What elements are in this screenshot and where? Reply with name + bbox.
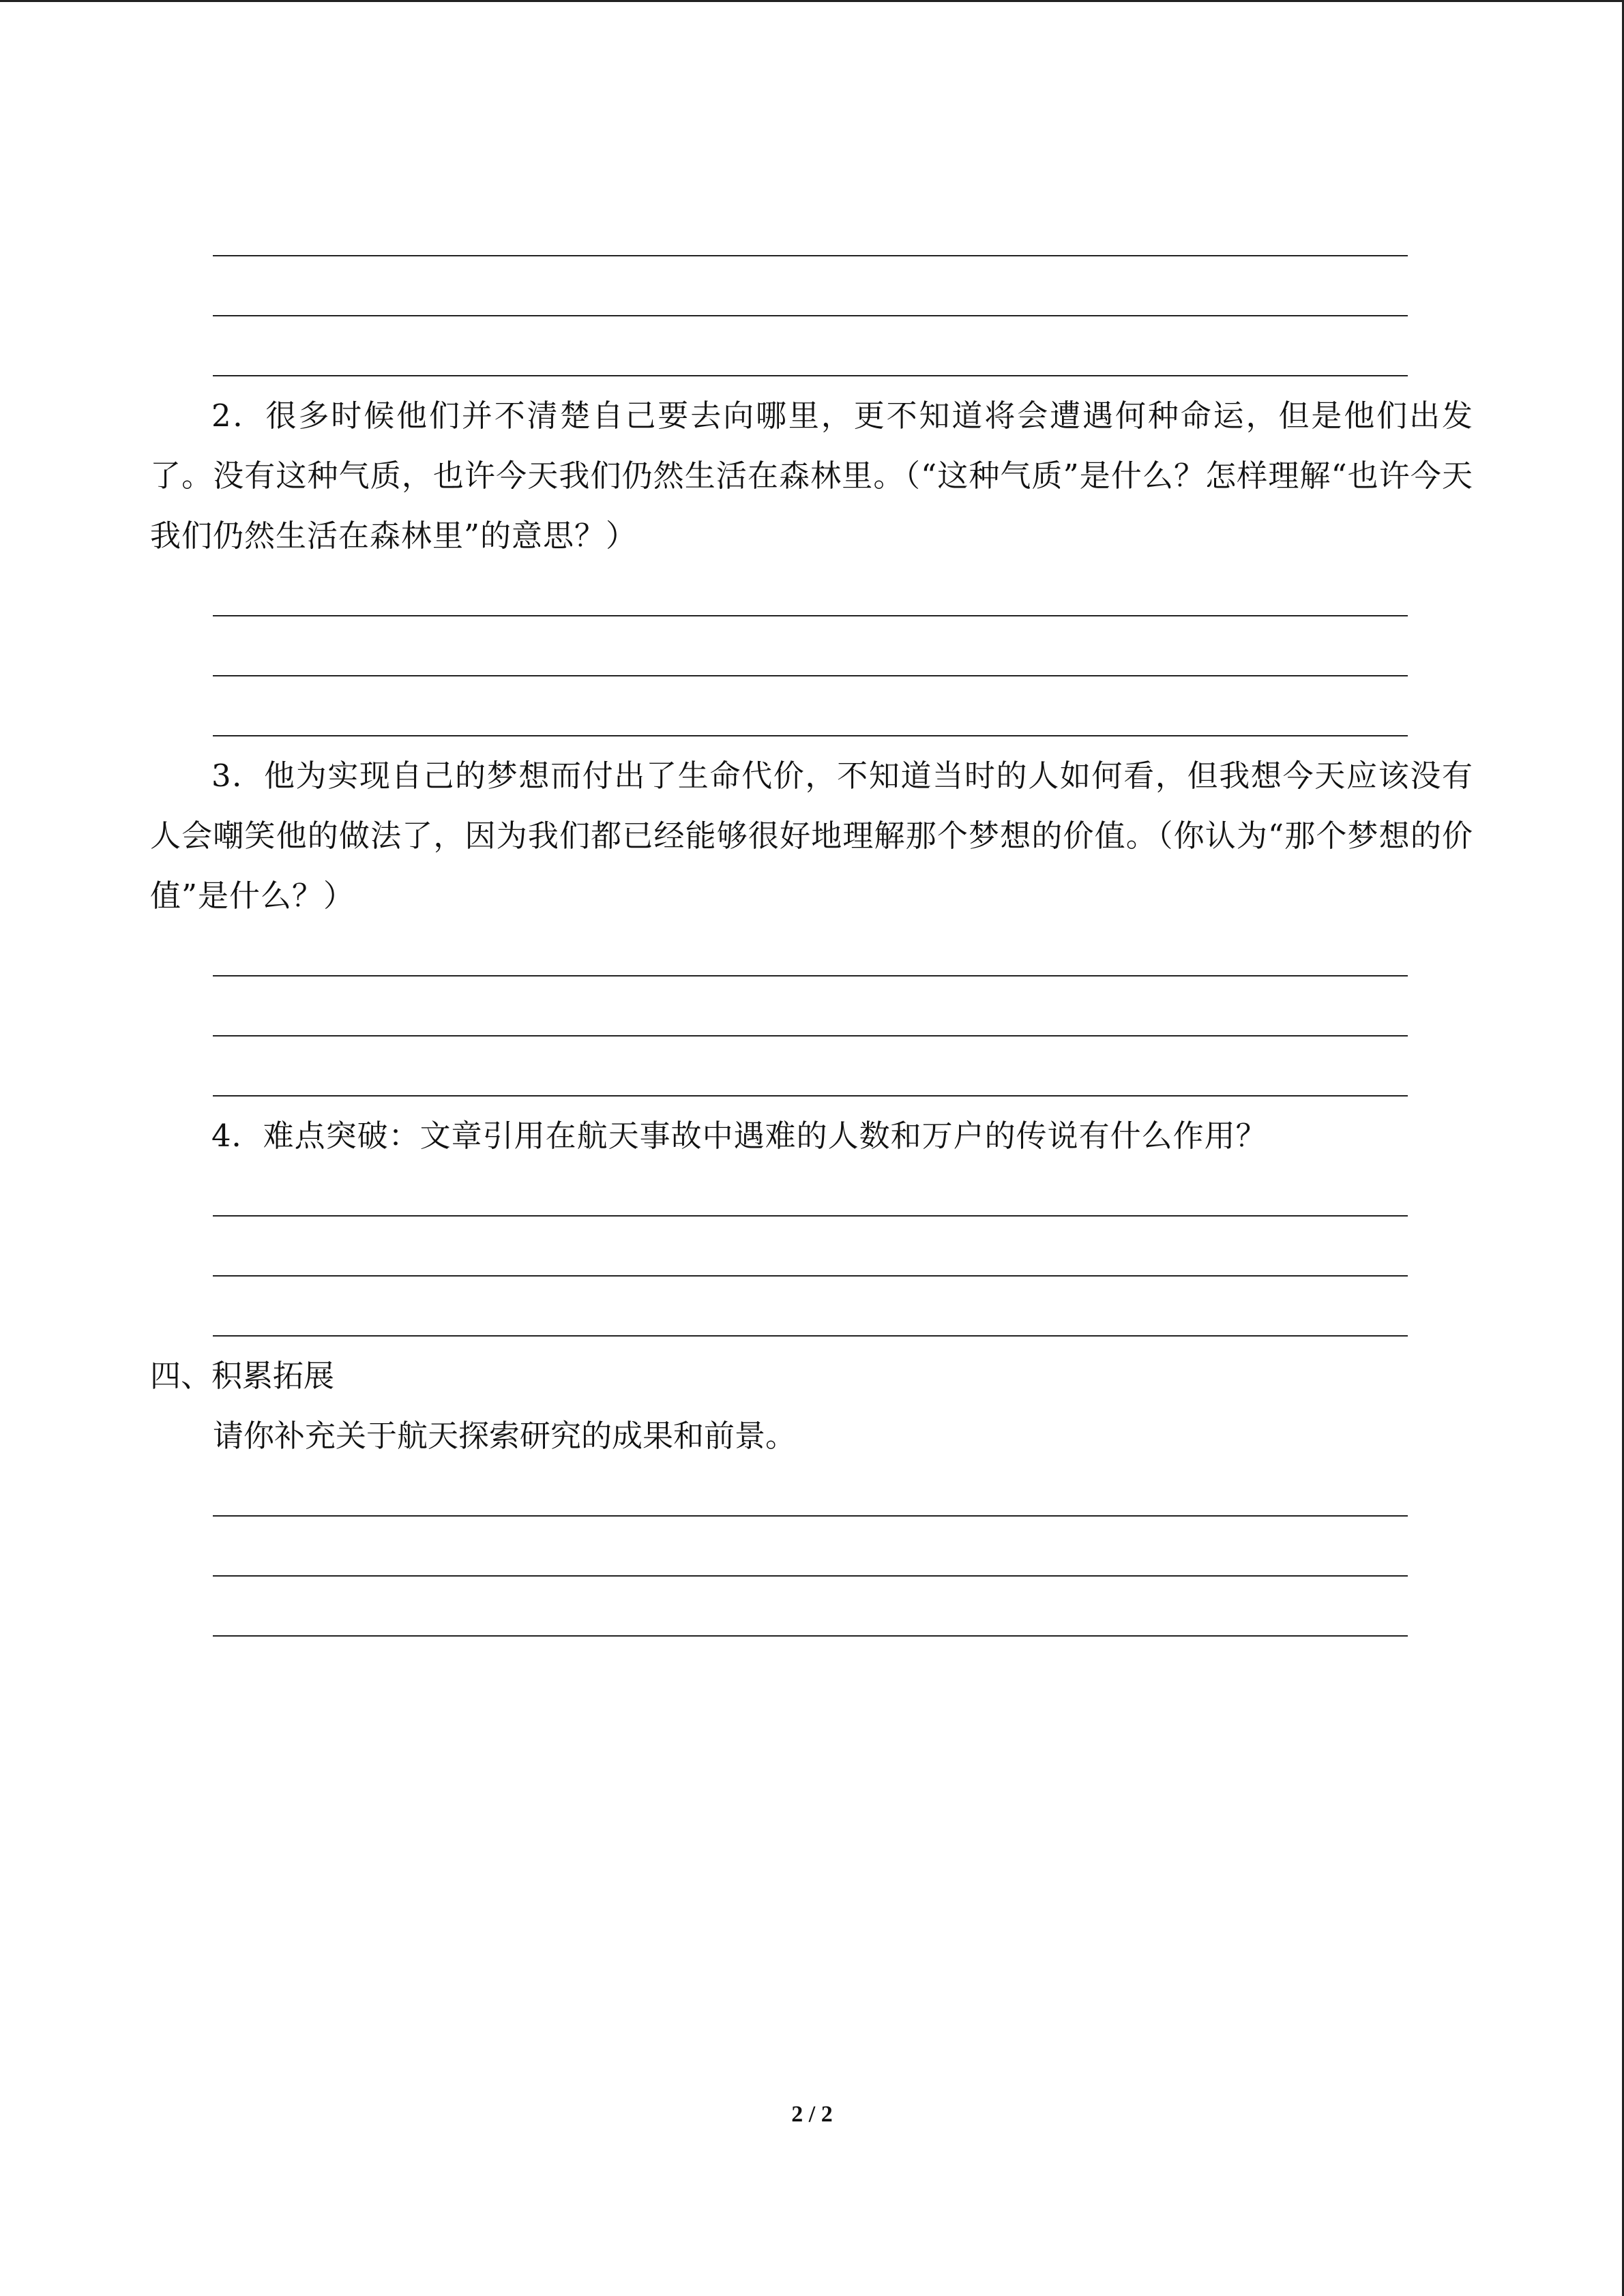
question-2: 2．很多时候他们并不清楚自己要去向哪里，更不知道将会遭遇何种命运，但是他们出发了。没有这种气质，也许今天我们仍然生活在森林里。（“这种气质”是什么？怎样理解“也许今天我们仍然生活在森林里”的意思？） (150, 398, 1473, 554)
section-heading: 四、积累拓展 (150, 1358, 335, 1394)
answer-line[interactable] (213, 1215, 1408, 1217)
answer-line[interactable] (213, 1275, 1408, 1277)
answer-line[interactable] (213, 615, 1408, 616)
question-3: 3．他为实现自己的梦想而付出了生命代价，不知道当时的人如何看，但我想今天应该没有人会嘲笑他的做法了，因为我们都已经能够很好地理解那个梦想的价值。（你认为“那个梦想的价值”是什么？） (150, 758, 1473, 914)
answer-line[interactable] (213, 1635, 1408, 1637)
answer-line[interactable] (213, 1575, 1408, 1577)
answer-line[interactable] (213, 375, 1408, 376)
answer-line[interactable] (213, 315, 1408, 316)
section-prompt: 请你补充关于航天探索研究的成果和前景。 (213, 1418, 797, 1454)
answer-line[interactable] (213, 735, 1408, 736)
answer-line[interactable] (213, 675, 1408, 676)
answer-line[interactable] (213, 1515, 1408, 1517)
answer-line[interactable] (213, 1095, 1408, 1097)
page-number: 2 / 2 (791, 2102, 833, 2127)
answer-line[interactable] (213, 255, 1408, 256)
answer-line[interactable] (213, 975, 1408, 976)
answer-line[interactable] (213, 1035, 1408, 1037)
answer-line[interactable] (213, 1335, 1408, 1337)
question-4: 4．难点突破：文章引用在航天事故中遇难的人数和万户的传说有什么作用？ (211, 1118, 1267, 1154)
